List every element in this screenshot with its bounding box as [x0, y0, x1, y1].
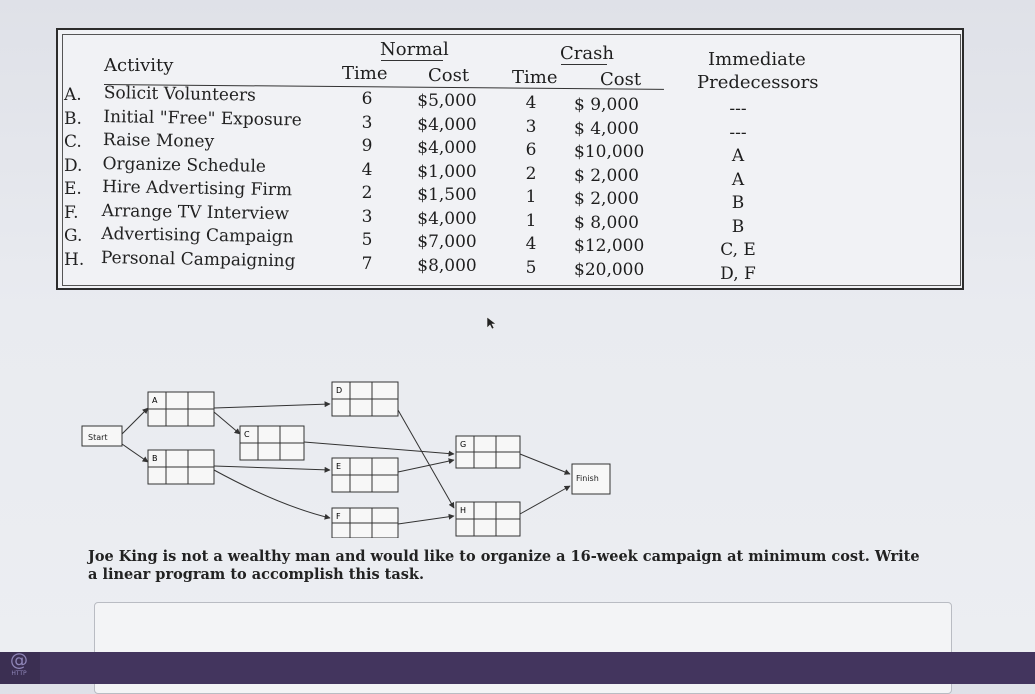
- row-letter: E.: [64, 179, 82, 199]
- question-text: Joe King is not a wealthy man and would like to organize a 16-week campaign at minimum cost. Write a linear program to accomplish this task.: [88, 548, 920, 583]
- node-label: E: [336, 462, 342, 471]
- normal-underline: [381, 60, 443, 61]
- row-activity: Solicit Volunteers: [103, 82, 257, 106]
- header-crash: Crash: [560, 43, 614, 64]
- cell-normal-time: 3: [361, 206, 373, 227]
- row-letter: D.: [64, 155, 83, 176]
- node-label: D: [336, 386, 343, 395]
- cell-normal-time: 4: [361, 159, 373, 180]
- cell-predecessor: B: [731, 216, 745, 237]
- row-letter: B.: [64, 108, 82, 129]
- node-label: C: [244, 430, 250, 439]
- cell-normal-cost: $5,000: [417, 91, 477, 111]
- cell-crash-time: 2: [525, 163, 537, 184]
- row-letter: F.: [64, 202, 79, 223]
- node-a: [148, 392, 214, 426]
- node-label: G: [460, 440, 467, 449]
- node-g: [456, 436, 520, 468]
- row-letter: A.: [64, 85, 82, 105]
- activity-letters: [64, 84, 84, 272]
- cell-crash-time: 1: [525, 187, 537, 207]
- node-e: [332, 458, 398, 492]
- row-activity: Initial "Free" Exposure: [103, 106, 302, 130]
- start-label: Start: [88, 433, 108, 442]
- cell-normal-time: 2: [361, 183, 373, 203]
- cell-crash-cost: $ 9,000: [574, 95, 639, 115]
- cell-crash-cost: $ 2,000: [574, 165, 639, 186]
- cell-crash-cost: $12,000: [574, 236, 645, 256]
- cell-crash-time: 3: [525, 116, 537, 137]
- cell-predecessor: A: [731, 169, 745, 190]
- header-predecessors: Predecessors: [697, 72, 819, 93]
- node-f: [332, 508, 398, 538]
- cell-crash-time: 1: [525, 210, 537, 231]
- row-letter: C.: [64, 132, 82, 152]
- cell-normal-cost: $1,000: [417, 161, 477, 182]
- node-c: [240, 426, 304, 460]
- cell-normal-time: 6: [361, 89, 373, 109]
- row-activity: Raise Money: [102, 129, 215, 152]
- cell-normal-cost: $4,000: [417, 114, 477, 135]
- cell-predecessor: B: [731, 193, 745, 213]
- cell-predecessor: C, E: [720, 240, 756, 260]
- network-diagram: [80, 378, 640, 538]
- row-activity: Hire Advertising Firm: [101, 176, 293, 201]
- cell-normal-time: 7: [361, 253, 373, 274]
- node-h: [456, 502, 520, 536]
- node-start: [82, 426, 122, 446]
- mouse-pointer-icon: [486, 316, 498, 330]
- header-normal-cost: Cost: [428, 65, 470, 86]
- cell-crash-time: 5: [525, 257, 537, 278]
- cell-crash-cost: $10,000: [574, 142, 645, 162]
- node-label: H: [460, 506, 467, 515]
- header-normal-time: Time: [342, 63, 388, 84]
- cell-crash-time: 4: [525, 234, 537, 254]
- row-activity: Organize Schedule: [102, 153, 267, 177]
- cell-crash-cost: $ 4,000: [574, 118, 639, 139]
- row-activity: Advertising Campaign: [101, 223, 294, 248]
- cell-normal-time: 5: [361, 230, 373, 250]
- cell-normal-cost: $7,000: [417, 232, 477, 252]
- row-letter: H.: [64, 249, 85, 270]
- cell-normal-time: 9: [361, 136, 373, 156]
- at-sign-icon[interactable]: @ HTTP: [10, 650, 28, 677]
- cell-normal-cost: $8,000: [417, 255, 477, 276]
- cell-normal-cost: $1,500: [417, 185, 477, 205]
- normal-cost-column: [412, 90, 482, 278]
- taskbar-bar: [40, 652, 1035, 684]
- cell-predecessor: A: [731, 146, 745, 166]
- cell-predecessor: ---: [729, 99, 747, 119]
- predecessors-column: [705, 98, 771, 286]
- row-activity: Personal Campaigning: [100, 247, 296, 271]
- header-immediate: Immediate: [708, 49, 806, 70]
- header-crash-time: Time: [512, 67, 558, 88]
- activity-names: [101, 82, 303, 273]
- header-normal: Normal: [380, 39, 449, 60]
- cell-normal-cost: $4,000: [417, 138, 477, 158]
- cell-crash-time: 6: [525, 140, 537, 160]
- cell-normal-cost: $4,000: [417, 208, 477, 229]
- cell-crash-time: 4: [525, 93, 537, 113]
- cell-predecessor: D, F: [720, 263, 756, 284]
- header-activity: Activity: [104, 55, 174, 76]
- cell-predecessor: ---: [729, 122, 747, 143]
- cell-crash-cost: $20,000: [574, 259, 645, 280]
- header-crash-cost: Cost: [600, 69, 642, 90]
- crash-cost-column: [574, 94, 656, 282]
- normal-time-column: [352, 88, 382, 276]
- crash-underline: [561, 64, 607, 65]
- crash-time-column: [516, 92, 546, 280]
- node-label: B: [152, 454, 158, 463]
- node-b: [148, 450, 214, 484]
- cell-normal-time: 3: [361, 112, 373, 133]
- node-label: F: [336, 512, 341, 521]
- node-d: [332, 382, 398, 416]
- node-finish: [572, 464, 610, 494]
- cell-crash-cost: $ 2,000: [574, 189, 639, 209]
- node-label: A: [152, 396, 158, 405]
- row-activity: Arrange TV Interview: [101, 200, 290, 224]
- cell-crash-cost: $ 8,000: [574, 212, 639, 233]
- finish-label: Finish: [576, 474, 599, 483]
- row-letter: G.: [64, 226, 83, 246]
